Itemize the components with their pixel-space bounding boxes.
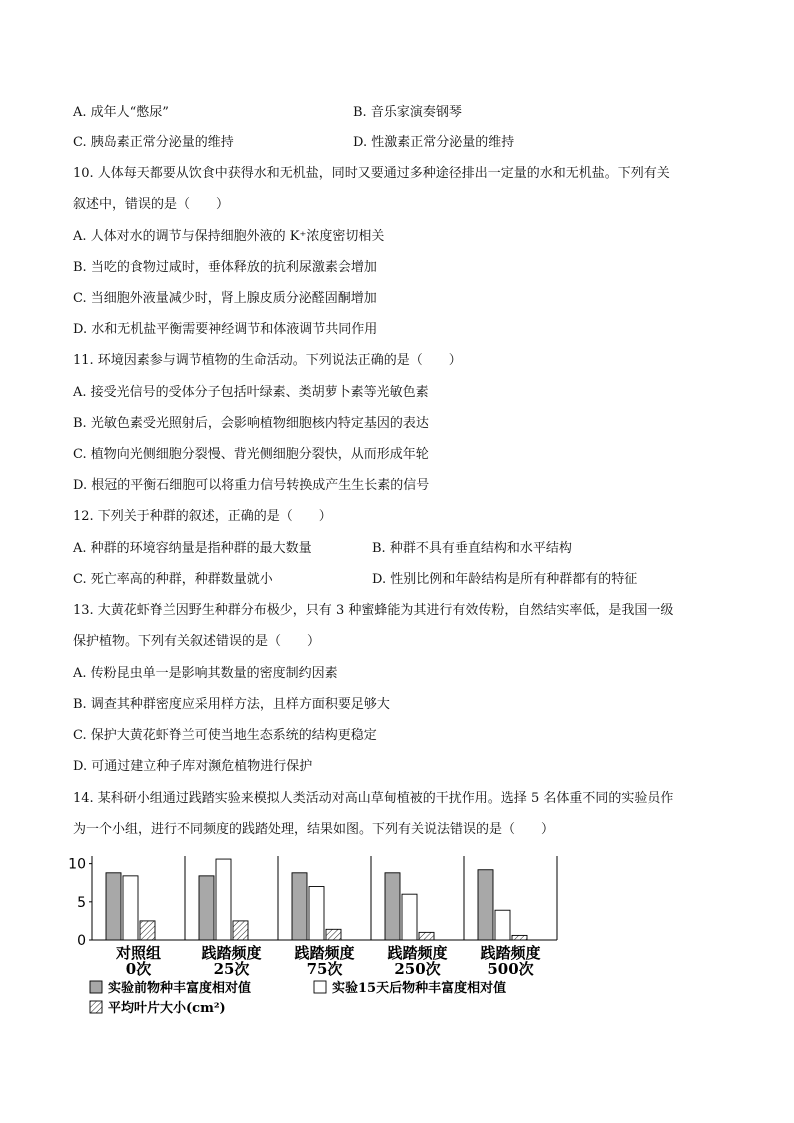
q10-option-c: C. 当细胞外液量减少时，肾上腺皮质分泌醛固酮增加 [73,291,377,306]
q13-stem-line2: 保护植物。下列有关叙述错误的是（ ） [73,634,321,649]
q13-option-b: B. 调查其种群密度应采用样方法，且样方面积要足够大 [73,697,390,712]
bar-white [309,887,324,940]
legend-swatch-white [314,981,326,993]
x-tick-label: 500次 [487,960,534,978]
legend-label: 实验前物种丰富度相对值 [108,981,252,996]
x-tick-label: 25次 [213,960,250,978]
x-tick-label: 践踏频度 [387,944,448,962]
legend-swatch-gray [90,981,102,993]
x-tick-label: 0次 [125,960,152,978]
legend-label: 平均叶片大小(cm²) [108,1001,226,1016]
q13-option-c: C. 保护大黄花虾脊兰可使当地生态系统的结构更稳定 [73,728,377,743]
q12-option-b: B. 种群不具有垂直结构和水平结构 [372,541,572,556]
q11-option-b: B. 光敏色素受光照射后，会影响植物细胞核内特定基因的表达 [73,416,429,431]
bar-gray [292,873,307,940]
bar-hatch [512,935,527,940]
bar-gray [385,873,400,940]
q9-option-a: A. 成年人“憋尿” [73,105,169,120]
q11-stem: 11. 环境因素参与调节植物的生命活动。下列说法正确的是（ ） [73,353,462,368]
legend-label: 实验15天后物种丰富度相对值 [332,981,507,996]
q10-option-a: A. 人体对水的调节与保持细胞外液的 K⁺浓度密切相关 [73,229,385,244]
q11-option-d: D. 根冠的平衡石细胞可以将重力信号转换成产生生长素的信号 [73,478,430,493]
bar-hatch [140,921,155,940]
q9-option-b: B. 音乐家演奏钢琴 [353,105,462,120]
q11-option-a: A. 接受光信号的受体分子包括叶绿素、类胡萝卜素等光敏色素 [73,385,429,400]
q9-option-d: D. 性激素正常分泌量的维持 [353,135,515,150]
trampling-bar-chart [70,852,570,1032]
bar-white [402,894,417,940]
q12-stem: 12. 下列关于种群的叙述，正确的是（ ） [73,509,332,524]
x-tick-label: 75次 [306,960,343,978]
q13-option-d: D. 可通过建立种子库对濒危植物进行保护 [73,759,313,774]
x-tick-label: 践踏频度 [201,944,262,962]
q10-option-b: B. 当吃的食物过咸时，垂体释放的抗利尿激素会增加 [73,260,377,275]
bar-hatch [419,932,434,940]
q9-option-c: C. 胰岛素正常分泌量的维持 [73,135,234,150]
bar-hatch [233,921,248,940]
y-tick-label: 0 [77,933,86,949]
q10-stem-line2: 叙述中，错误的是（ ） [73,197,230,212]
q10-stem-line1: 10. 人体每天都要从饮食中获得水和无机盐，同时又要通过多种途径排出一定量的水和无机盐。下列有关 [73,166,670,181]
bar-hatch [326,929,341,940]
x-tick-label: 250次 [394,960,441,978]
q11-option-c: C. 植物向光侧细胞分裂慢、背光侧细胞分裂快，从而形成年轮 [73,447,429,462]
chart-svg [70,852,570,1032]
q14-stem-line2: 为一个小组，进行不同频度的践踏处理，结果如图。下列有关说法错误的是（ ） [73,822,555,837]
q12-option-d: D. 性别比例和年龄结构是所有种群都有的特征 [372,572,638,587]
bar-white [495,910,510,940]
x-tick-label: 对照组 [115,944,162,962]
bar-gray [106,873,121,940]
bar-gray [478,870,493,940]
q12-option-a: A. 种群的环境容纳量是指种群的最大数量 [73,541,312,556]
q13-stem-line1: 13. 大黄花虾脊兰因野生种群分布极少，只有 3 种蜜蜂能为其进行有效传粉，自然结实率低，是我国一级 [73,603,674,618]
y-tick-label: 5 [77,894,86,911]
q14-stem-line1: 14. 某科研小组通过践踏实验来模拟人类活动对高山草甸植被的干扰作用。选择 5 名体重不同的实验员作 [73,791,674,806]
bar-white [216,859,231,940]
y-tick-label: 10 [68,856,86,873]
q10-option-d: D. 水和无机盐平衡需要神经调节和体液调节共同作用 [73,322,378,337]
q12-option-c: C. 死亡率高的种群，种群数量就小 [73,572,273,587]
legend-swatch-hatch [90,1001,102,1013]
bar-gray [199,876,214,940]
x-tick-label: 践踏频度 [294,944,355,962]
bar-white [123,876,138,940]
x-tick-label: 践踏频度 [480,944,541,962]
q13-option-a: A. 传粉昆虫单一是影响其数量的密度制约因素 [73,666,338,681]
